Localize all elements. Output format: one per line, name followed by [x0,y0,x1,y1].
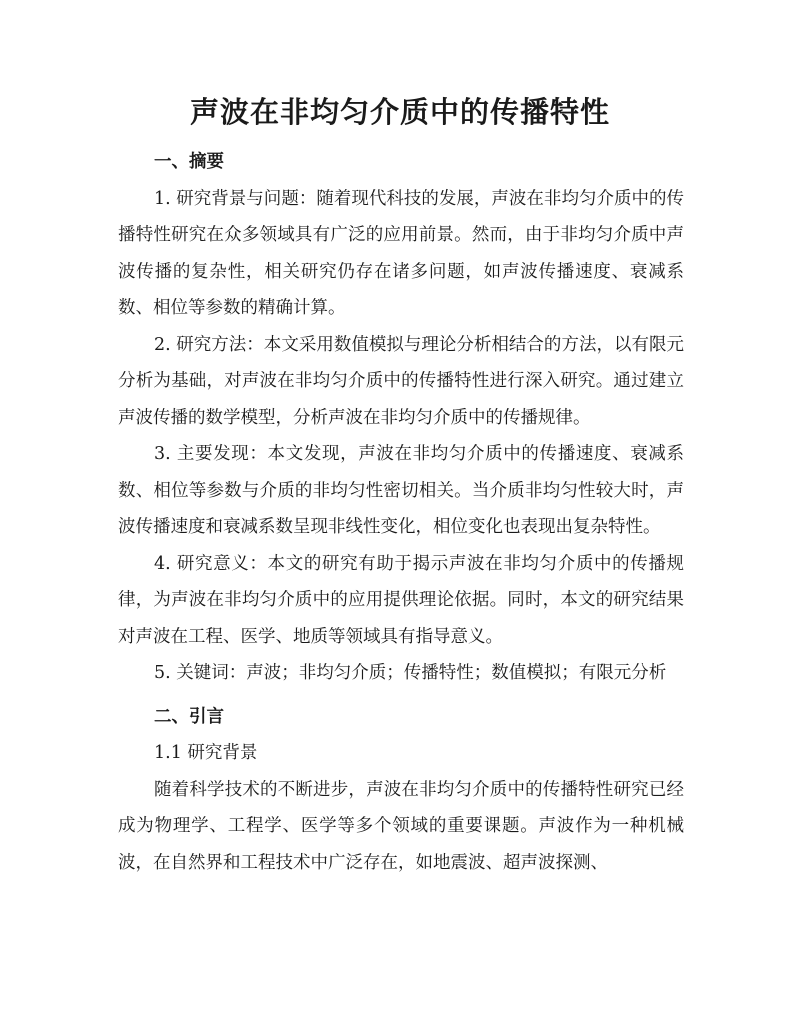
document-title: 声波在非均匀介质中的传播特性 [189,95,610,129]
abstract-paragraph-method: 2. 研究方法：本文采用数值模拟与理论分析相结合的方法，以有限元分析为基础，对声波在非均匀介质中的传播特性进行深入研究。通过建立声波传播的数学模型，分析声波在非均匀介质中的传播规律。 [118,334,684,428]
abstract-paragraph-keywords: 5. 关键词：声波；非均匀介质；传播特性；数值模拟；有限元分析 [154,663,667,683]
document-body [118,144,684,881]
abstract-paragraph-significance: 4. 研究意义：本文的研究有助于揭示声波在非均匀介质中的传播规律，为声波在非均匀介质中的应用提供理论依据。同时，本文的研究结果对声波在工程、医学、地质等领域具有指导意义。 [118,553,684,647]
section-heading-abstract: 一、摘要 [154,152,224,172]
section-heading-introduction: 二、引言 [154,706,224,727]
subsection-heading-background: 1.1 研究背景 [154,743,258,763]
abstract-paragraph-background: 1. 研究背景与问题：随着现代科技的发展，声波在非均匀介质中的传播特性研究在众多领域具有广泛的应用前景。然而，由于非均匀介质中声波传播的复杂性，相关研究仍存在诸多问题，如声波传播速度、衰减系数、相位等参数的精确计算。 [118,188,684,318]
introduction-paragraph: 随着科学技术的不断进步，声波在非均匀介质中的传播特性研究已经成为物理学、工程学、医学等多个领域的重要课题。声波作为一种机械波，在自然界和工程技术中广泛存在，如地震波、超声波探测、 [118,779,684,873]
abstract-paragraph-findings: 3. 主要发现：本文发现，声波在非均匀介质中的传播速度、衰减系数、相位等参数与介质的非均匀性密切相关。当介质非均匀性较大时，声波传播速度和衰减系数呈现非线性变化，相位变化也表现出复杂特性。 [118,444,684,537]
